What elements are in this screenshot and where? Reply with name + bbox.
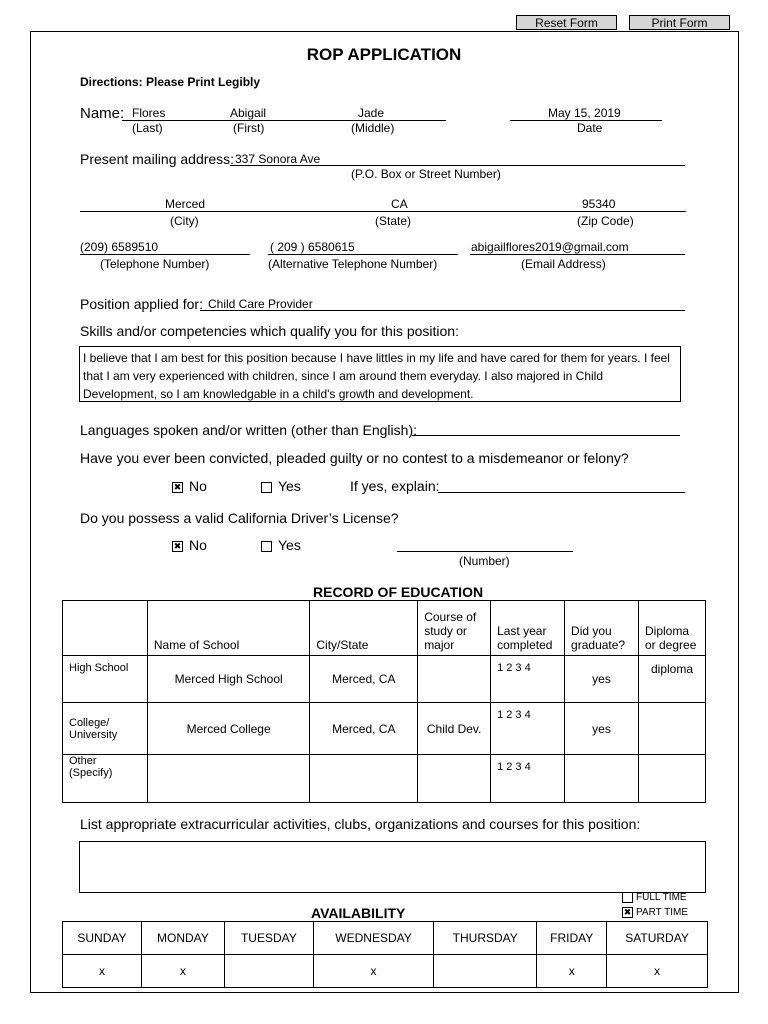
column-header: Name of School xyxy=(147,601,310,656)
extracurricular-textarea[interactable] xyxy=(79,841,706,893)
city-caption: (City) xyxy=(170,214,199,228)
course-cell[interactable]: Child Dev. xyxy=(418,703,491,755)
state-field[interactable]: CA xyxy=(391,197,408,211)
part-time-option[interactable] xyxy=(622,907,688,918)
graduate-cell[interactable]: yes xyxy=(565,703,639,755)
no-label: No xyxy=(189,537,207,553)
convicted-question: Have you ever been convicted, pleaded guilty or no contest to a misdemeanor or felony? xyxy=(80,450,629,466)
part-time-label: PART TIME xyxy=(636,907,689,919)
day-header: FRIDAY xyxy=(537,922,607,955)
day-mark-cell[interactable]: x xyxy=(607,955,708,988)
skills-textarea[interactable]: I believe that I am best for this position because I have littles in my life and have cared for them for years. I feel that I am very experienced with children, since I am around them everyday. I also majored in Child Development, so I am knowledgable in a child's growth and development. xyxy=(79,346,681,402)
mailing-address-label: Present mailing address: xyxy=(80,151,235,167)
extracurricular-label: List appropriate extracurricular activities, clubs, organizations and courses for this position: xyxy=(80,816,641,832)
table-row xyxy=(63,703,706,755)
year-cell[interactable] xyxy=(491,755,565,803)
column-header xyxy=(63,601,148,656)
number-caption: (Number) xyxy=(459,554,510,568)
column-header: Course of study or major xyxy=(418,601,491,656)
day-mark-cell[interactable]: x xyxy=(141,955,224,988)
date-field[interactable]: May 15, 2019 xyxy=(548,106,621,120)
course-cell[interactable] xyxy=(418,755,491,803)
directions: Directions: Please Print Legibly xyxy=(80,75,261,89)
day-header: WEDNESDAY xyxy=(313,922,433,955)
mailing-address-field[interactable]: 337 Sonora Ave xyxy=(235,152,321,166)
no-label: No xyxy=(189,478,207,494)
phone-field[interactable]: (209) 6589510 xyxy=(80,240,159,254)
part-time-checkbox[interactable]: ✖ xyxy=(623,907,632,917)
yes-label: Yes xyxy=(278,537,301,553)
phone-underline xyxy=(80,254,250,255)
availability-table xyxy=(62,921,708,988)
day-mark-cell[interactable] xyxy=(434,955,537,988)
license-no-checkbox[interactable]: ✖ xyxy=(173,540,182,551)
alt-phone-underline xyxy=(268,254,458,255)
mailing-underline xyxy=(230,165,685,166)
city-state-cell[interactable]: Merced, CA xyxy=(310,656,418,703)
degree-cell[interactable]: diploma xyxy=(639,656,706,703)
first-name-field[interactable]: Abigail xyxy=(230,106,267,120)
school-cell[interactable] xyxy=(147,755,310,803)
position-underline xyxy=(200,310,685,311)
city-state-cell[interactable] xyxy=(310,755,418,803)
day-header: SUNDAY xyxy=(63,922,142,955)
year-options: 1 2 3 4 xyxy=(497,662,531,674)
address-underline xyxy=(80,211,686,212)
table-row xyxy=(63,755,706,803)
license-number-field[interactable] xyxy=(397,551,573,552)
year-cell[interactable] xyxy=(491,703,565,755)
column-header: Did you graduate? xyxy=(565,601,639,656)
license-no-option[interactable] xyxy=(172,537,207,553)
po-caption: (P.O. Box or Street Number) xyxy=(351,167,501,181)
state-caption: (State) xyxy=(375,214,412,228)
convicted-yes-checkbox[interactable] xyxy=(261,482,272,493)
print-form-button[interactable]: Print Form xyxy=(629,15,730,30)
degree-cell[interactable] xyxy=(639,755,706,803)
city-field[interactable]: Merced xyxy=(165,197,206,211)
graduate-cell[interactable]: yes xyxy=(565,656,639,703)
middle-caption: (Middle) xyxy=(351,121,395,135)
position-label: Position applied for: xyxy=(80,296,203,312)
day-mark-cell[interactable]: x xyxy=(63,955,142,988)
school-cell[interactable]: Merced College xyxy=(147,703,310,755)
skills-label: Skills and/or competencies which qualify you for this position: xyxy=(80,323,459,339)
license-yes-checkbox[interactable] xyxy=(261,541,272,552)
education-title: RECORD OF EDUCATION xyxy=(313,584,484,600)
row-level-label: College/ University xyxy=(63,703,148,755)
degree-cell[interactable] xyxy=(639,703,706,755)
name-label: Name: xyxy=(80,105,125,122)
date-caption: Date xyxy=(577,121,603,135)
convicted-no-checkbox[interactable]: ✖ xyxy=(173,481,182,492)
day-mark-cell[interactable] xyxy=(224,955,313,988)
row-level-label: Other (Specify) xyxy=(63,755,148,803)
full-time-option[interactable] xyxy=(622,892,687,903)
day-header: MONDAY xyxy=(141,922,224,955)
days-row xyxy=(63,922,708,955)
school-cell[interactable]: Merced High School xyxy=(147,656,310,703)
phone-caption: (Telephone Number) xyxy=(100,257,210,271)
education-table xyxy=(62,600,706,803)
email-caption: (Email Address) xyxy=(521,257,606,271)
zip-field[interactable]: 95340 xyxy=(582,197,616,211)
city-state-cell[interactable]: Merced, CA xyxy=(310,703,418,755)
languages-label: Languages spoken and/or written (other than English): xyxy=(80,422,417,438)
column-header: City/State xyxy=(310,601,418,656)
column-header: Diploma or degree xyxy=(639,601,706,656)
availability-title: AVAILABILITY xyxy=(311,905,406,921)
marks-row xyxy=(63,955,708,988)
languages-field[interactable] xyxy=(412,435,680,436)
license-yes-option[interactable] xyxy=(261,537,301,553)
day-mark-cell[interactable]: x xyxy=(537,955,607,988)
last-name-field[interactable]: Flores xyxy=(132,106,166,120)
day-header: TUESDAY xyxy=(224,922,313,955)
explain-label: If yes, explain: xyxy=(350,478,440,494)
zip-caption: (Zip Code) xyxy=(577,214,634,228)
alt-phone-field[interactable]: ( 209 ) 6580615 xyxy=(270,240,355,254)
name-underline xyxy=(122,120,446,121)
yes-label: Yes xyxy=(278,478,301,494)
convicted-no-option[interactable] xyxy=(172,478,207,494)
explain-field[interactable] xyxy=(438,492,685,493)
convicted-yes-option[interactable] xyxy=(261,478,301,494)
full-time-checkbox[interactable] xyxy=(622,892,633,903)
year-options: 1 2 3 4 xyxy=(497,761,531,773)
license-question: Do you possess a valid California Driver’s License? xyxy=(80,510,399,526)
education-header-row xyxy=(63,601,706,656)
position-field[interactable]: Child Care Provider xyxy=(208,297,313,311)
first-caption: (First) xyxy=(233,121,265,135)
full-time-label: FULL TIME xyxy=(636,892,687,904)
day-header: THURSDAY xyxy=(434,922,537,955)
email-field[interactable]: abigailflores2019@gmail.com xyxy=(471,240,629,254)
reset-form-button[interactable]: Reset Form xyxy=(516,15,617,30)
row-level-label: High School xyxy=(63,656,148,703)
graduate-cell[interactable] xyxy=(565,755,639,803)
middle-name-field[interactable]: Jade xyxy=(358,106,385,120)
form-title: ROP APPLICATION xyxy=(306,45,462,64)
last-caption: (Last) xyxy=(132,121,163,135)
year-cell[interactable] xyxy=(491,656,565,703)
year-options: 1 2 3 4 xyxy=(497,709,531,721)
column-header: Last year completed xyxy=(491,601,565,656)
alt-phone-caption: (Alternative Telephone Number) xyxy=(268,257,438,271)
course-cell[interactable] xyxy=(418,656,491,703)
day-header: SATURDAY xyxy=(607,922,708,955)
table-row xyxy=(63,656,706,703)
email-underline xyxy=(470,254,685,255)
day-mark-cell[interactable]: x xyxy=(313,955,433,988)
